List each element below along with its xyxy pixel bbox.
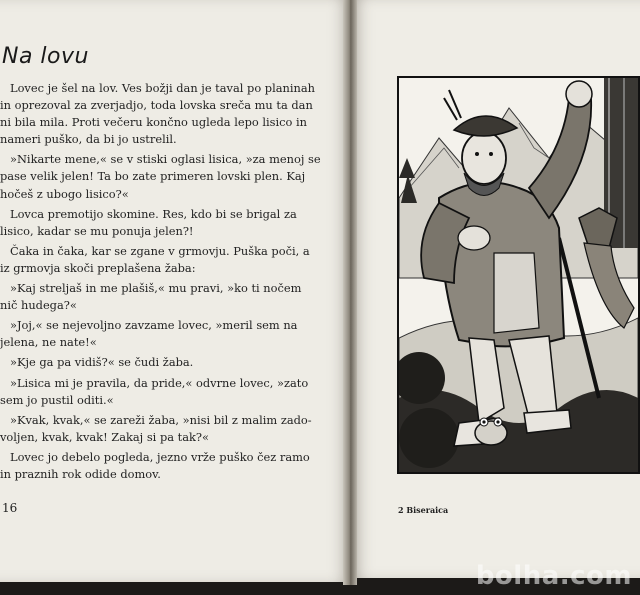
text-line: Lovca premotijo skomine. Res, kdo bi se brigal za [10,206,297,221]
printer-signature: 2 Biseraica [398,505,449,515]
text-line: »Joj,« se nejevoljno zavzame lovec, »meril sem na [10,318,298,333]
hunter-illustration [397,76,640,474]
paragraph [0,243,310,277]
paragraph [0,412,312,446]
illustration-drawing [399,78,638,472]
paragraph [0,375,309,409]
book-gutter [343,0,357,585]
paragraph [0,317,306,351]
text-line: »Kaj streljaš in me plašiš,« mu pravi, »ko ti nočem [10,281,302,296]
story-title: Na lovu [2,44,89,69]
text-line: »Nikarte mene,« se v stiski oglasi lisica, »za menoj se [10,152,321,167]
text-line: in praznih rok odide domov. [0,466,161,481]
text-line: nameri puško, da bi jo ustrelil. [0,132,177,147]
text-line: pase velik jelen! Ta bo zate primeren lovski plen. Kaj [0,169,306,184]
text-line: »Kje ga pa vidiš?« se čudi žaba. [10,355,194,370]
text-line: »Kvak, kvak,« se zareži žaba, »nisi bil z malim zado- [10,412,312,427]
story-text [0,80,321,486]
paragraph [0,151,321,202]
text-line: sem jo pustil oditi.« [0,392,114,407]
text-line: hočeš z ubogo lisico?« [0,186,129,201]
paragraph [0,206,306,240]
page-number: 16 [2,501,18,515]
text-line: voljen, kvak, kvak! Zakaj si pa tak?« [0,429,209,444]
watermark: bolha.com [475,561,632,591]
paragraph [0,449,310,483]
text-line: Lovec je šel na lov. Ves božji dan je taval po planinah [10,81,315,95]
paragraph [0,280,306,314]
paragraph [0,354,306,371]
text-line: Lovec jo debelo pogleda, jezno vrže puško čez ramo [10,449,310,464]
text-line: lisico, kadar se mu ponuja jelen?! [0,223,194,238]
text-line: nič hudega?« [0,298,77,313]
text-line: in oprezoval za zverjadjo, toda lovska sreča mu ta dan [0,98,313,113]
text-line: iz grmovja skoči preplašena žaba: [0,260,196,275]
text-line: »Lisica mi je pravila, da pride,« odvrne lovec, »zato [10,375,309,390]
text-line: Čaka in čaka, kar se zgane v grmovju. Puška poči, a [10,243,310,258]
text-line: ni bila mila. Proti večeru končno ugleda lepo lisico in [0,115,307,130]
paragraph [0,80,315,148]
text-line: jelena, ne nate!« [0,335,97,350]
